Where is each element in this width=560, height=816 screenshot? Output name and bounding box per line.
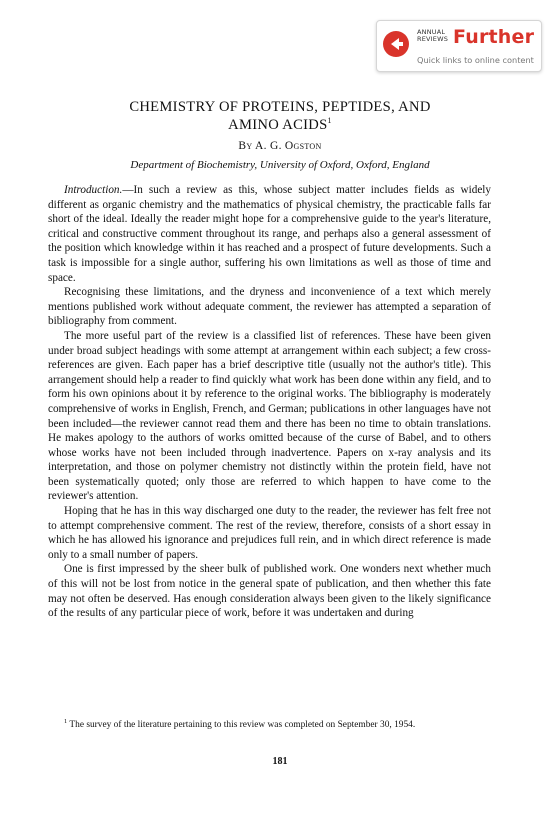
affiliation: Department of Biochemistry, University of Oxford, Oxford, England: [130, 159, 430, 171]
article-body: [48, 183, 491, 621]
section-lead: Introduction.: [64, 184, 123, 196]
further-subtitle: Quick links to online content: [417, 55, 534, 65]
title-footnote-mark[interactable]: 1: [327, 116, 332, 126]
further-label: Further: [453, 26, 535, 48]
article-title: [40, 98, 520, 134]
annual-reviews-wordmark: ANNUAL REVIEWS: [417, 28, 449, 43]
paragraph: The more useful part of the review is a classified list of references. These have been given under broad subject headings with some attempt at arrangement within each subject; a few cross-references are given. Each paper has a brief descriptive title (usually not the author's title). This arrangement should help a reader to find quickly what work has been done within any field, and to form his own opinions about it by reference to the original works. The bibliography is moderately comprehensive of works in English, French, and German; publications in other languages have not been included—the reviewer cannot read them and there has been no time to obtain translations. He makes apology to the authors of works omitted because of the curse of Babel, and to others whose works have not been included through inadvertence. Papers on x-ray analysis and its interpretation, and those on polymer chemistry not distinctly within the protein field, have not been systematically quoted; only those are referred to which happen to have come to the reviewer's attention.: [48, 329, 491, 503]
author-line: By A. G. Ogston: [238, 140, 322, 152]
page-number: 181: [272, 756, 288, 767]
title-line-1: CHEMISTRY OF PROTEINS, PEPTIDES, AND: [129, 99, 431, 115]
footnote-mark: 1: [64, 717, 68, 725]
paragraph: Recognising these limitations, and the dryness and inconvenience of a text which merely mentions published work without adequate comment, the reviewer has attempted a separation of bibliography from comment.: [48, 286, 491, 328]
paragraph: Hoping that he has in this way discharged one duty to the reader, the reviewer has felt free not to attempt comprehensive comment. The rest of the review, therefore, consists of a short essay in which he has allowed his ignorance and prejudices full rein, and in which direct reference is made only to a small number of papers.: [48, 505, 491, 561]
paragraph: One is first impressed by the sheer bulk of published work. One wonders next whether much of this will not be lost from notice in the general spate of publication, and then whether this fate may not often be deserved. Has enough consideration always been given to the likely significance of the results of any particular piece of work, before it was undertaken and during: [48, 563, 491, 620]
title-line-2: AMINO ACIDS$^1$: [228, 116, 332, 133]
footnote: $^1$ The survey of the literature pertaining to this review was completed on September 30, 1954.: [64, 717, 416, 730]
annual-reviews-logo-icon: [383, 31, 409, 57]
further-badge[interactable]: [376, 20, 542, 72]
paragraph-introduction: Introduction.—In such a review as this, whose subject matter includes fields as widely different as organic chemistry and the mathematics of physical chemistry, the practicable falls far short of the ideal. Ideally the reader might hope for a comprehensive guide to the year's literature, critical and constructive comment throughout its range, and perhaps also a general assessment of the position which knowledge within it has reached and a prospect of future developments. Such a task is impossible for a single author, suffering his own limitations as well as those of time and space.: [48, 184, 491, 284]
